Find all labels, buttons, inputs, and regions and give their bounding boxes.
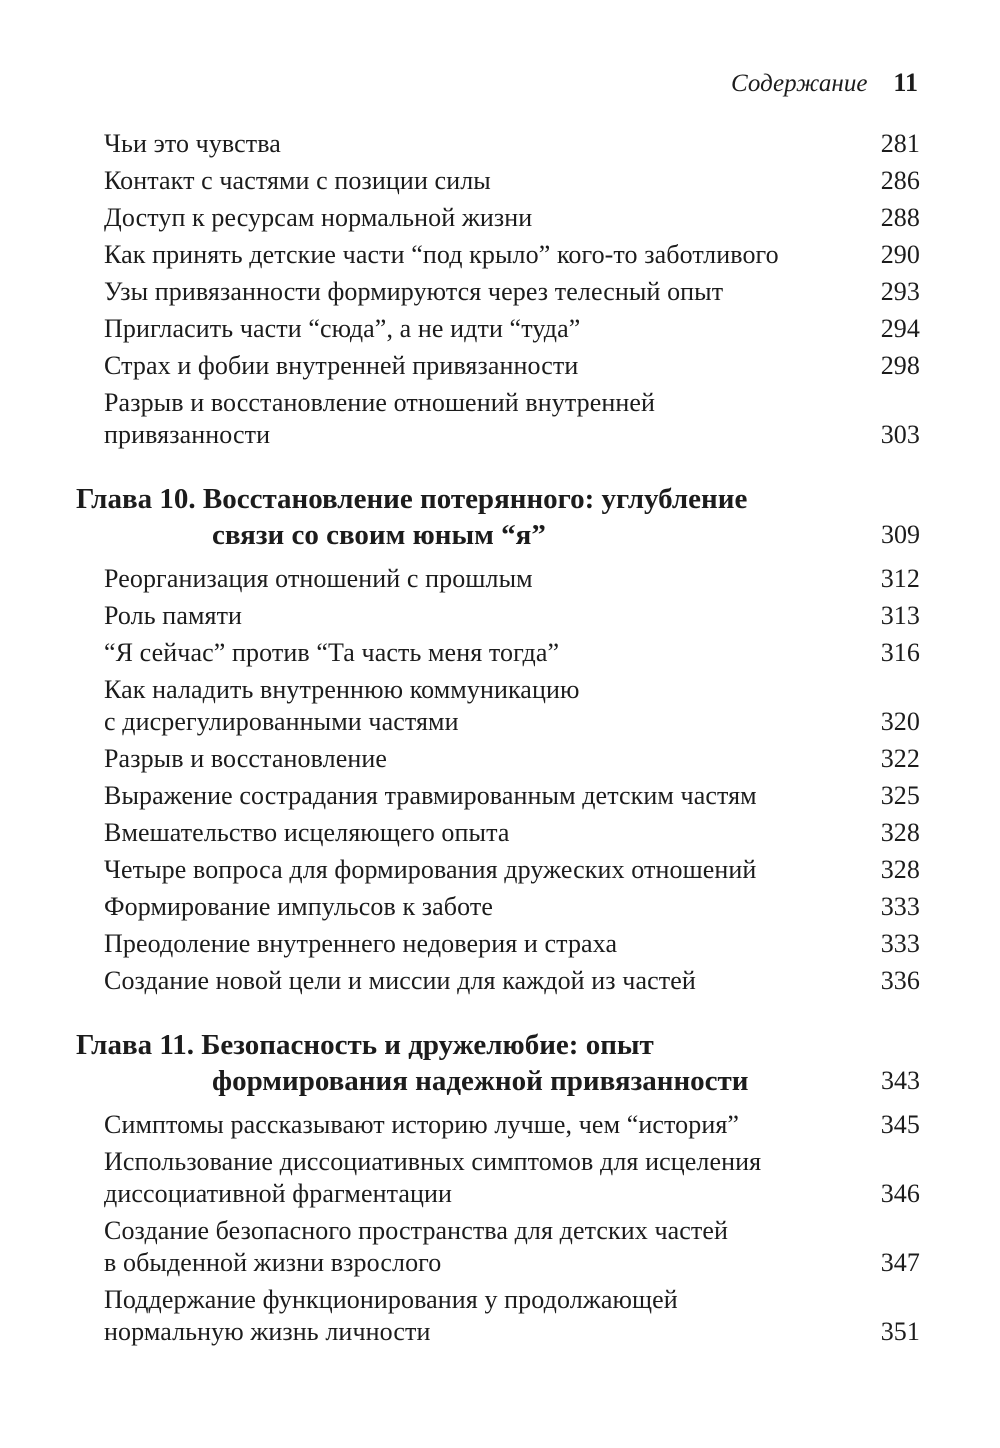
toc-entry[interactable] [0, 637, 1000, 669]
toc-entry[interactable] [0, 674, 1000, 738]
toc-entry-page-number: 316 [880, 638, 920, 667]
toc-entry-title: Как принять детские части “под крыло” кого-то заботливого [104, 240, 779, 269]
toc-entry[interactable] [0, 239, 1000, 271]
toc-entry-page-number: 333 [880, 892, 920, 921]
toc-entry-title: Вмешательство исцеляющего опыта [104, 818, 510, 847]
toc-entry-title: Пригласить части “сюда”, а не идти “туда” [104, 314, 581, 343]
toc-entry[interactable] [0, 965, 1000, 997]
toc-entry[interactable] [0, 276, 1000, 308]
toc-entry-page-number: 328 [880, 855, 920, 884]
toc-entry-page-number: 312 [880, 564, 920, 593]
chapter-page-number: 343 [881, 1066, 920, 1095]
toc-entry[interactable] [0, 817, 1000, 849]
toc-entry-title: Создание безопасного пространства для детских частей [104, 1216, 729, 1245]
toc-entry-title: в обыденной жизни взрослого [104, 1248, 442, 1277]
toc-entry-page-number: 347 [880, 1248, 920, 1277]
toc-entry[interactable] [0, 387, 1000, 451]
toc-entry[interactable] [0, 165, 1000, 197]
toc-entry-title: с дисрегулированными частями [104, 707, 459, 736]
toc-entry-page-number: 293 [880, 277, 920, 306]
toc-entry[interactable] [0, 928, 1000, 960]
toc-entry-title: Контакт с частями с позиции силы [104, 166, 491, 195]
chapter-heading[interactable] [0, 481, 1000, 553]
toc-entry-page-number: 290 [880, 240, 920, 269]
toc-entry-title: нормальную жизнь личности [104, 1317, 431, 1346]
toc-entry-page-number: 286 [880, 166, 920, 195]
toc-entry-title: Чьи это чувства [104, 129, 281, 158]
toc-entry[interactable] [0, 780, 1000, 812]
toc-entry-title: привязанности [104, 420, 271, 449]
toc-entry-page-number: 288 [880, 203, 920, 232]
toc-entry-title: “Я сейчас” против “Та часть меня тогда” [104, 638, 560, 667]
chapter-title-line-1: Глава 11. Безопасность и дружелюбие: опыт [76, 1029, 654, 1061]
toc-entry-title: Доступ к ресурсам нормальной жизни [104, 203, 533, 232]
toc-entry-page-number: 313 [880, 601, 920, 630]
toc-entry-page-number: 320 [880, 707, 920, 736]
toc-entry-title: Узы привязанности формируются через телесный опыт [104, 277, 724, 306]
chapter-title-line-2: связи со своим юным “я” [212, 519, 546, 551]
toc-entry-title: Использование диссоциативных симптомов для исцеления [104, 1147, 762, 1176]
toc-entry[interactable] [0, 600, 1000, 632]
toc-entry-page-number: 346 [880, 1179, 920, 1208]
toc-entry-title: Поддержание функционирования у продолжающей [104, 1285, 678, 1314]
toc-entry[interactable] [0, 1109, 1000, 1141]
toc-entry-title: Разрыв и восстановление [104, 744, 388, 773]
toc-entry[interactable] [0, 350, 1000, 382]
toc-entry-title: Симптомы рассказывают историю лучше, чем “история” [104, 1110, 740, 1139]
running-header-title: Содержание [731, 70, 868, 97]
toc-entry-title: Формирование импульсов к заботе [104, 892, 493, 921]
toc-entry-page-number: 336 [880, 966, 920, 995]
toc-entry-title: Реорганизация отношений с прошлым [104, 564, 533, 593]
toc-entry-title: Разрыв и восстановление отношений внутренней [104, 388, 656, 417]
toc-entry[interactable] [0, 1146, 1000, 1210]
toc-entry-page-number: 351 [880, 1317, 920, 1346]
toc-entry-page-number: 328 [880, 818, 920, 847]
toc-entry-title: Страх и фобии внутренней привязанности [104, 351, 579, 380]
toc-entry[interactable] [0, 313, 1000, 345]
toc-entry[interactable] [0, 202, 1000, 234]
chapter-title-line-1: Глава 10. Восстановление потерянного: углубление [76, 483, 748, 515]
chapter-heading[interactable] [0, 1027, 1000, 1099]
running-header [731, 68, 918, 98]
toc-entry-page-number: 303 [880, 420, 920, 449]
toc-entry[interactable] [0, 1284, 1000, 1348]
chapter-page-number: 309 [881, 520, 920, 549]
toc-entry[interactable] [0, 743, 1000, 775]
toc-entry-page-number: 294 [880, 314, 920, 343]
toc-entry-page-number: 298 [880, 351, 920, 380]
toc-entry-page-number: 322 [880, 744, 920, 773]
toc-entry-title: Выражение сострадания травмированным детским частям [104, 781, 757, 810]
toc-entry[interactable] [0, 854, 1000, 886]
toc-entry-title: Как наладить внутреннюю коммуникацию [104, 675, 580, 704]
toc-entry-page-number: 345 [880, 1110, 920, 1139]
chapter-title-line-2: формирования надежной привязанности [212, 1065, 749, 1097]
toc-entry-title: диссоциативной фрагментации [104, 1179, 453, 1208]
toc-entry-title: Роль памяти [104, 601, 243, 630]
toc-entry-title: Четыре вопроса для формирования дружеских отношений [104, 855, 757, 884]
toc-entry-page-number: 325 [880, 781, 920, 810]
toc-entry[interactable] [0, 128, 1000, 160]
toc-entry[interactable] [0, 891, 1000, 923]
toc-entry-title: Преодоление внутреннего недоверия и страха [104, 929, 618, 958]
toc-entry-page-number: 333 [880, 929, 920, 958]
page-number: 11 [893, 68, 918, 97]
toc-entry[interactable] [0, 563, 1000, 595]
toc-entry[interactable] [0, 1215, 1000, 1279]
toc-entry-title: Создание новой цели и миссии для каждой из частей [104, 966, 696, 995]
toc-entry-page-number: 281 [880, 129, 920, 158]
table-of-contents [0, 128, 1000, 1353]
